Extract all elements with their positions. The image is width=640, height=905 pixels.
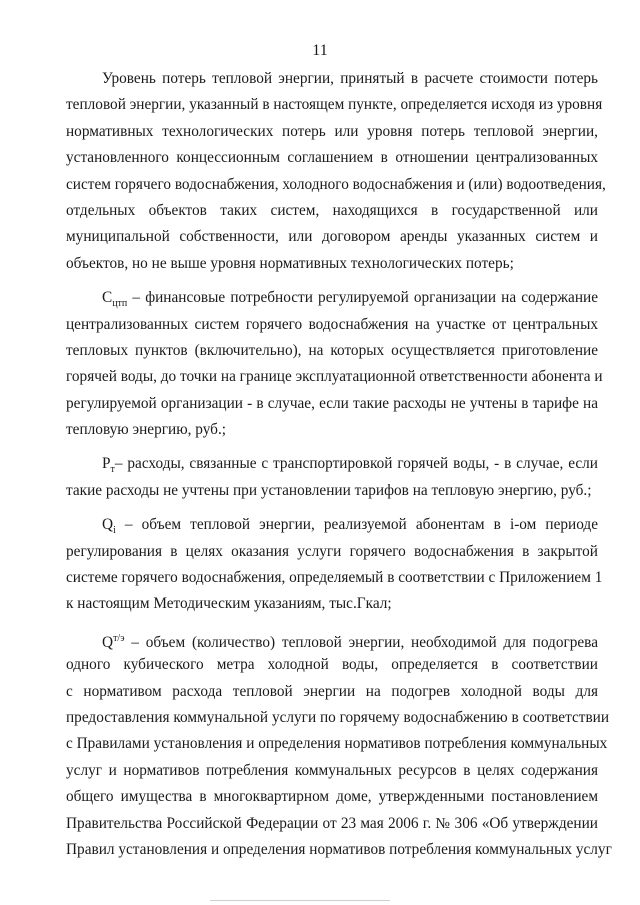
text-line <box>66 626 598 652</box>
text-line: к настоящим Методическим указаниям, тыс.Гкал; <box>66 595 392 613</box>
variable-subscript: т <box>110 464 115 476</box>
text-line: тепловую энергию, руб.; <box>66 421 227 439</box>
variable-symbol: Р <box>102 455 111 473</box>
text-line: с Правилами установления и определения нормативов потребления коммунальных <box>66 735 608 753</box>
variable-symbol: Q <box>102 516 114 534</box>
text-run: – объем (количество) тепловой энергии, необходимой для подогрева <box>124 633 598 651</box>
text-run: – финансовые потребности регулируемой организации на содержание <box>127 289 598 307</box>
text-line: общего имущества в многоквартирном доме, утвержденными постановлением <box>66 788 598 806</box>
text-line: регулируемой организации - в случае, если такие расходы не учтены в тарифе на <box>66 394 598 412</box>
text-line <box>66 451 598 477</box>
text-line: установленного концессионным соглашением в отношении централизованных <box>66 149 598 167</box>
text-line: муниципальной собственности, или договором аренды указанных систем и <box>66 228 598 246</box>
paragraph-q-i <box>66 512 603 618</box>
text-line: систем горячего водоснабжения, холодного водоснабжения и (или) водоотведения, <box>66 175 606 193</box>
text-line: услуг и нормативов потребления коммунальных ресурсов в целях содержания <box>66 761 598 779</box>
page-number: 11 <box>312 42 328 59</box>
variable-subscript: i <box>113 525 116 537</box>
text-line: Правил установления и определения нормативов потребления коммунальных услуг <box>66 840 612 858</box>
text-line <box>66 285 598 311</box>
paragraph-p-t <box>66 451 598 504</box>
paragraph-heat-loss-level <box>66 66 606 277</box>
variable-symbol: Q <box>102 633 114 651</box>
text-line: нормативных технологических потерь или уровня потерь тепловой энергии, <box>66 122 598 140</box>
paragraph-c-ctp <box>66 285 603 443</box>
text-line: централизованных систем горячего водоснабжения на участке от центральных <box>66 315 598 333</box>
variable-superscript: т/э <box>113 632 125 644</box>
variable-subscript: цтп <box>112 298 128 310</box>
text-line: горячей воды, до точки на границе эксплуатационной ответственности абонента и <box>66 368 603 386</box>
text-line: одного кубического метра холодной воды, определяется в соответствии <box>66 656 598 674</box>
text-line: Правительства Российской Федерации от 23 мая 2006 г. № 306 «Об утверждении <box>66 814 598 832</box>
text-line: предоставления коммунальной услуги по горячему водоснабжению в соответствии <box>66 708 610 726</box>
text-line: такие расходы не учтены при установлении тарифов на тепловую энергию, руб.; <box>66 481 592 499</box>
paragraph-q-te <box>66 626 612 864</box>
text-line: с нормативом расхода тепловой энергии на подогрев холодной воды для <box>66 682 598 700</box>
scan-edge-divider <box>210 900 390 901</box>
text-line: Уровень потерь тепловой энергии, принятый в расчете стоимости потерь <box>102 70 598 87</box>
text-line: регулирования в целях оказания услуги горячего водоснабжения в закрытой <box>66 542 598 560</box>
variable-symbol: С <box>102 289 113 307</box>
text-line: объектов, но не выше уровня нормативных технологических потерь; <box>66 254 514 272</box>
text-line: тепловой энергии, указанный в настоящем пункте, определяется исходя из уровня <box>66 96 603 114</box>
text-line <box>66 512 598 538</box>
text-line: отдельных объектов таких систем, находящихся в государственной или <box>66 201 598 219</box>
document-body <box>66 66 612 863</box>
text-line: тепловых пунктов (включительно), на которых осуществляется приготовление <box>66 341 598 359</box>
text-run: – расходы, связанные с транспортировкой горячей воды, - в случае, если <box>114 455 598 473</box>
text-line: системе горячего водоснабжения, определяемый в соответствии с Приложением 1 <box>66 569 603 587</box>
text-run: – объем тепловой энергии, реализуемой абонентам в i-ом периоде <box>115 516 598 534</box>
